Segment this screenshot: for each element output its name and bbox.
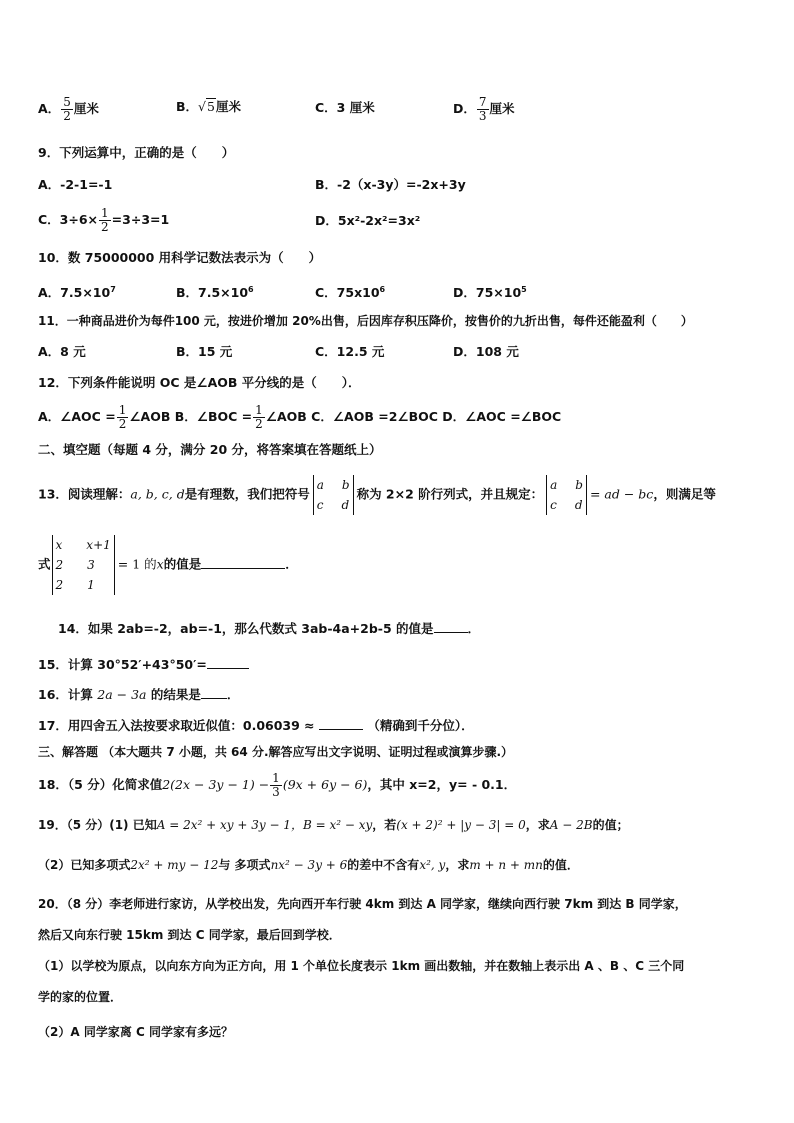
- sqrt-symbol: √5: [198, 99, 215, 114]
- q20-line3: （1）以学校为原点，以向东方向为正方向，用 1 个单位长度表示 1km 画出数轴，并在数轴上表示出 A 、B 、C 三个同: [38, 959, 685, 973]
- q8-option-d: D． $\frac{7}{3}$ 厘米: [453, 95, 515, 123]
- q12-option-d: D．∠AOC =∠BOC: [442, 409, 562, 424]
- determinant-symbol-2: a b c d: [546, 475, 587, 515]
- q10-stem: 10．数 75000000 用科学记数法表示为（ ）: [38, 250, 322, 265]
- q8-option-a: A． $\frac{5}{2}$ 厘米: [38, 95, 99, 123]
- q13-answer-blank[interactable]: [201, 556, 285, 569]
- q14: 14．如果 2ab=-2，ab=-1，那么代数式 3ab-4a+2b-5 的值是 ．: [58, 621, 481, 636]
- q11-option-b: B．15 元: [176, 344, 233, 359]
- determinant-symbol-1: a b c d: [313, 475, 354, 515]
- q12-option-a: A．∠AOC = $\frac{1}{2}$ ∠AOB: [38, 403, 171, 431]
- determinant-3x2: x x+1 2 3 2 1: [52, 535, 115, 595]
- q20-line2: 然后又向东行驶 15km 到达 C 同学家，最后回到学校．: [38, 928, 341, 942]
- q18: 18．（5 分）化简求值2(2x − 3y − 1) − $\frac{1}{3}$ (9x + 6y − 6)，其中 x=2，y= - 0.1．: [38, 771, 517, 799]
- q11-stem: 11．一种商品进价为每件100 元，按进价增加 20%出售，后因库存积压降价，按售价的九折出售，每件还能盈利（ ）: [38, 314, 693, 328]
- q12-option-c: C．∠AOB =2∠BOC: [311, 409, 438, 424]
- q10-option-b: B．$7.5\times 10^6$: [176, 285, 254, 301]
- q19-part1: 19．（5 分）(1) 已知A = 2x² + xy + 3y − 1，B = x² − xy，若(x + 2)² + |y − 3| = 0，求A − 2B的值；: [38, 818, 629, 832]
- q10-option-d: D．$75\times 10^5$: [453, 285, 527, 301]
- q12-options: [38, 404, 561, 431]
- q16-answer-blank[interactable]: [201, 686, 227, 699]
- q12-option-b: B．∠BOC = $\frac{1}{2}$ ∠AOB: [174, 403, 307, 431]
- q14-answer-blank[interactable]: [434, 620, 468, 633]
- q12-stem: 12．下列条件能说明 OC 是∠AOB 平分线的是（ ）．: [38, 375, 361, 390]
- q11-option-a: A．8 元: [38, 344, 86, 359]
- q10-option-a: A．$7.5\times 10^7$: [38, 285, 116, 301]
- q17: 17．用四舍五入法按要求取近似值：0.06039 ≈ （精确到千分位）．: [38, 718, 474, 733]
- q9-option-a: A．-2-1=-1: [38, 177, 113, 192]
- q20-line4: 学的家的位置．: [38, 990, 123, 1004]
- q13-line1: 13．阅读理解：a, b, c, d是有理数，我们把符号 a b c d 称为 2×2 阶行列式，并且规定： a b c d = ad − bc，则满足等: [38, 475, 716, 515]
- q15: 15．计算 30°52′+43°50′=: [38, 656, 249, 673]
- q11-option-d: D．108 元: [453, 344, 519, 359]
- q20-line5: （2）A 同学家离 C 同学家有多远？: [38, 1025, 233, 1039]
- section-3-heading: 三、解答题 （本大题共 7 小题，共 64 分.解答应写出文字说明、证明过程或演算步骤.）: [38, 745, 514, 759]
- q8-option-c: C．3 厘米: [315, 100, 375, 115]
- q16: 16．计算 2a − 3a 的结果是 ．: [38, 687, 240, 702]
- q9-option-c: C．3÷6× $\frac{1}{2}$ =3÷3=1: [38, 206, 170, 234]
- q9-option-b: B．-2（x-3y）=-2x+3y: [315, 177, 466, 192]
- q17-answer-blank[interactable]: [319, 717, 363, 730]
- q10-option-c: C．$75x10^6$: [315, 285, 386, 301]
- q9-stem: 9．下列运算中，正确的是（ ）: [38, 145, 235, 160]
- q13-line2: 式 x x+1 2 3 2 1 = 1 的x的值是 ．: [38, 535, 298, 595]
- q9-option-d: D．5x²-2x²=3x²: [315, 213, 421, 228]
- q15-answer-blank[interactable]: [207, 656, 249, 669]
- q20-line1: 20．（8 分）李老师进行家访，从学校出发，先向西开车行驶 4km 到达 A 同学家，继续向西行驶 7km 到达 B 同学家，: [38, 897, 687, 911]
- section-2-heading: 二、填空题（每题 4 分，满分 20 分，将答案填在答题纸上）: [38, 442, 382, 457]
- q19-part2: （2）已知多项式2x² + my − 12与 多项式nx² − 3y + 6的差中不含有x², y，求m + n + mn的值．: [38, 858, 579, 872]
- q11-option-c: C．12.5 元: [315, 344, 385, 359]
- q8-option-b: B．√5厘米: [176, 99, 241, 114]
